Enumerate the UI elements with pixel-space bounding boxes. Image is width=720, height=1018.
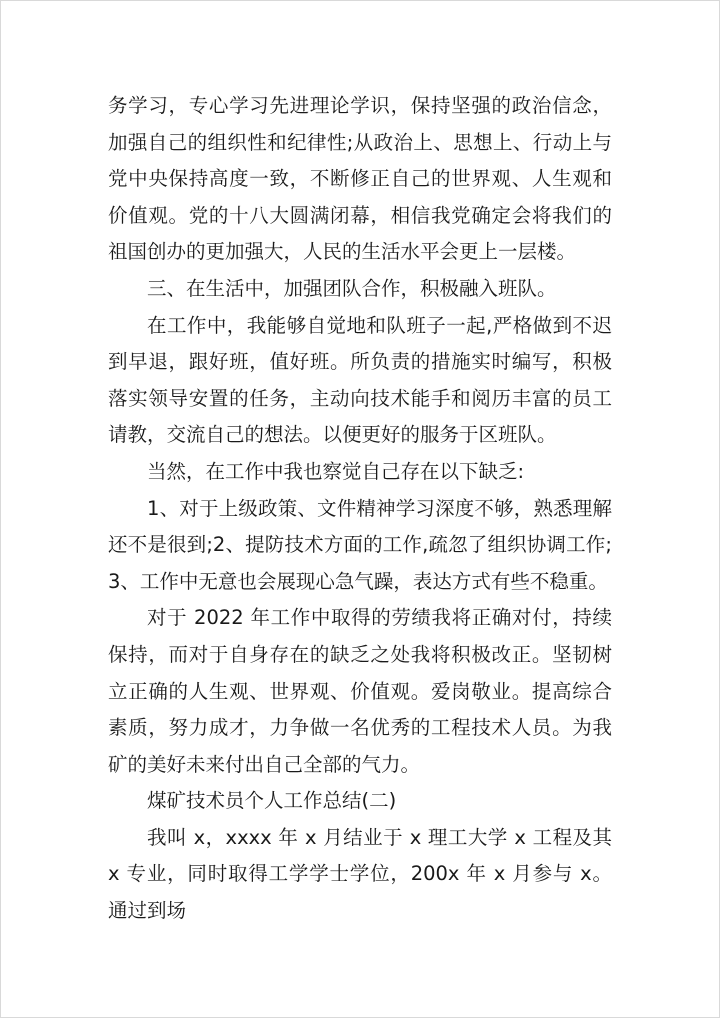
- paragraph-intro-second: 我叫 x，xxxx 年 x 月结业于 x 理工大学 x 工程及其 x 专业，同时取得工学学士学位，200x 年 x 月参与 x。通过到场: [108, 825, 612, 923]
- paragraph-teamwork: 在工作中，我能够自觉地和队班子一起,严格做到不迟到早退，跟好班，值好班。所负责的措施实时编写，积极落实领导安置的任务，主动向技术能手和阅历丰富的员工请教，交流自己的想法。以便更好的服务于区班队。: [108, 313, 612, 447]
- document-body: [108, 88, 612, 930]
- paragraph-conclusion: 对于 2022 年工作中取得的劳绩我将正确对付，持续保持，而对于自身存在的缺乏之处我将积极改正。坚韧树立正确的人生观、世界观、价值观。爱岗敬业。提高综合素质，努力成才，力争做一名优秀的工程技术人员。为我矿的美好未来付出自己全部的气力。: [108, 606, 612, 776]
- paragraph-section-three: 三、在生活中，加强团队合作，积极融入班队。: [147, 276, 557, 300]
- paragraph-shortcomings-intro: 当然，在工作中我也察觉自己存在以下缺乏:: [147, 459, 525, 483]
- paragraph-continuation: 务学习，专心学习先进理论学识，保持坚强的政治信念，加强自己的组织性和纪律性;从政治上、思想上、行动上与党中央保持高度一致，不断修正自己的世界观、人生观和价值观。党的十八大圆满闭幕，相信我党确定会将我们的祖国创办的更加强大，人民的生活水平会更上一层楼。: [108, 94, 612, 264]
- paragraph-shortcomings-list: 1、对于上级政策、文件精神学习深度不够，熟悉理解还不是很到;2、提防技术方面的工作,疏忽了组织协调工作;3、工作中无意也会展现心急气躁，表达方式有些不稳重。: [108, 496, 612, 593]
- section-heading: 煤矿技术员个人工作总结(二): [147, 789, 397, 813]
